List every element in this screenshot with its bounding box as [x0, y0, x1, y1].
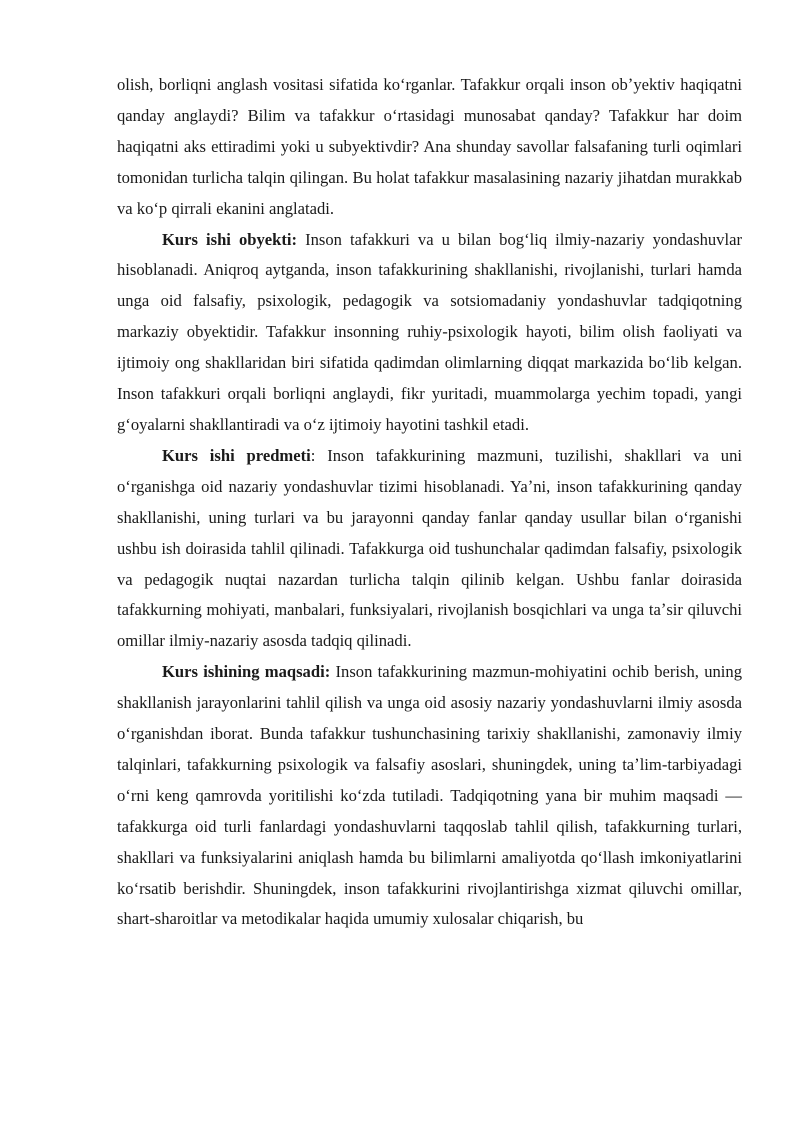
heading-goal: Kurs ishining maqsadi: — [162, 662, 331, 682]
paragraph-intro-text: olish, borliqni anglash vositasi sifatida koʻrganlar. Tafakkur orqali inson obʼyektiv haqiqatni qanday anglaydi? Bilim va tafakkur oʻrtasidagi munosabat qanday? Tafakkur har doim haqiqatni aks ettiradimi yoki u subyektivdir? Ana shunday savollar falsafaning turli oqimlari tomonidan turlicha talqin qilingan. Bu holat tafakkur masalasining nazariy jihatdan murakkab va koʻp qirrali ekanini anglatadi. — [117, 75, 742, 218]
paragraph-subject-text: : Inson tafakkurining mazmuni, tuzilishi, shakllari va uni oʻrganishga oid nazariy yondashuvlar tizimi hisoblanadi. Yaʼni, inson tafakkurining qanday shakllanishi, uning turlari va bu jarayonni qanday fanlar qanday usullar bilan oʻrganishi ushbu ish doirasida tahlil qilinadi. Tafakkurga oid tushunchalar qadimdan falsafiy, psixologik va pedagogik nuqtai nazardan turlicha talqin qilinib kelgan. Ushbu fanlar doirasida tafakkurning mohiyati, manbalari, funksiyalari, rivojlanish bosqichlari va unga taʼsir qiluvchi omillar ilmiy-nazariy asosda tadqiq qilinadi. — [117, 445, 742, 651]
paragraph-goal — [117, 657, 742, 935]
heading-subject: Kurs ishi predmeti — [162, 445, 311, 465]
document-page — [117, 70, 742, 935]
paragraph-subject — [117, 441, 742, 657]
heading-object: Kurs ishi obyekti: — [162, 229, 298, 249]
paragraph-intro — [117, 70, 742, 225]
paragraph-goal-text: Inson tafakkurining mazmun-mohiyatini ochib berish, uning shakllanish jarayonlarini tahlil qilish va unga oid asosiy nazariy yondashuvlarni ilmiy asosda oʻrganishdan iborat. Bunda tafakkur tushunchasining tarixiy shakllanishi, zamonaviy ilmiy talqinlari, tafakkurning psixologik va falsafiy asoslari, shuningdek, uning taʼlim-tarbiyadagi oʻrni keng qamrovda yoritilishi koʻzda tutiladi. Tadqiqotning yana bir muhim maqsadi — tafakkurga oid turli fanlardagi yondashuvlarni taqqoslab tahlil qilish, tafakkurning turlari, shakllari va funksiyalarini aniqlash hamda bu bilimlarni amaliyotda qoʻllash imkoniyatlarini koʻrsatib berishdir. Shuningdek, inson tafakkurini rivojlantirishga xizmat qiluvchi omillar, shart-sharoitlar va metodikalar haqida umumiy xulosalar chiqarish, bu — [117, 662, 743, 929]
paragraph-object — [117, 225, 742, 441]
paragraph-object-text: Inson tafakkuri va u bilan bogʻliq ilmiy-nazariy yondashuvlar hisoblanadi. Aniqroq aytganda, inson tafakkurining shakllanishi, rivojlanishi, turlari hamda unga oid falsafiy, psixologik, pedagogik va sotsiomadaniy yondashuvlar tadqiqotning markaziy obyektidir. Tafakkur insonning ruhiy-psixologik hayoti, bilim olish faoliyati va ijtimoiy ong shakllaridan biri sifatida qadimdan olimlarning diqqat markazida boʻlib kelgan. Inson tafakkuri orqali borliqni anglaydi, fikr yuritadi, muammolarga yechim topadi, yangi gʻoyalarni shakllantiradi va oʻz ijtimoiy hayotini tashkil etadi. — [117, 229, 742, 434]
